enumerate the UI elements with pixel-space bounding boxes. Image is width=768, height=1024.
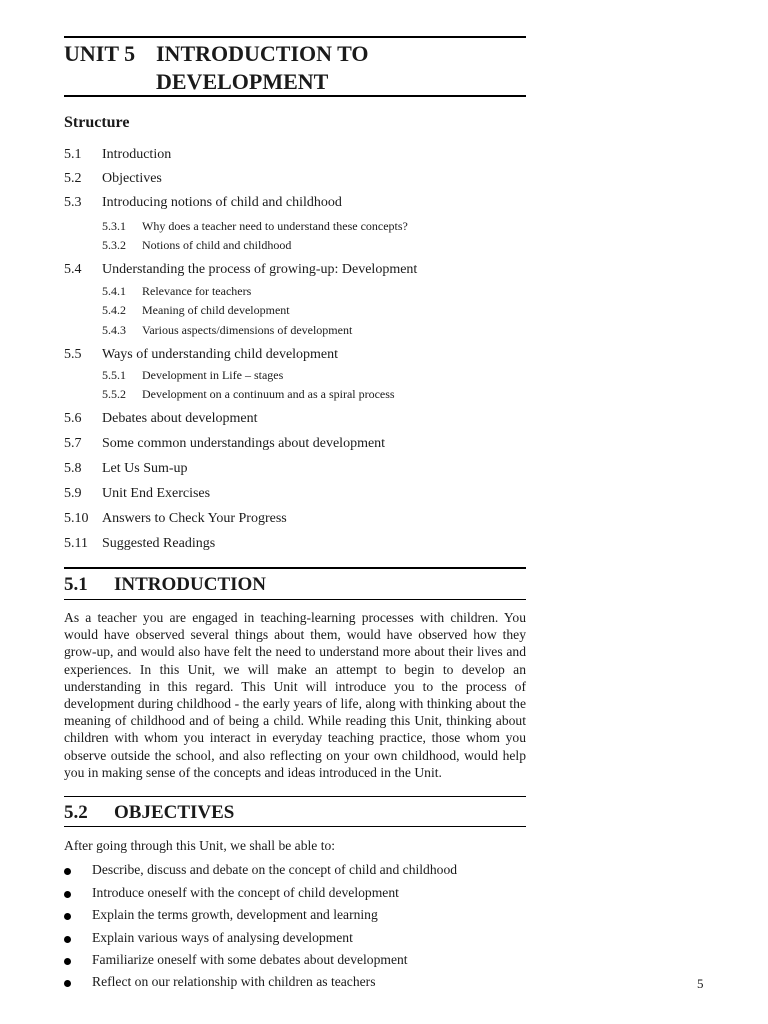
toc-subtitle: Why does a teacher need to understand these concepts? — [142, 219, 408, 233]
toc-title: Suggested Readings — [102, 536, 216, 551]
toc-number: 5.7 — [64, 436, 82, 451]
toc-title: Unit End Exercises — [102, 486, 211, 501]
toc-subtitle: Development in Life – stages — [142, 368, 284, 382]
section-number: 5.2 — [64, 802, 88, 823]
toc-number: 5.8 — [64, 461, 82, 476]
toc-number: 5.6 — [64, 411, 82, 426]
section-title: OBJECTIVES — [114, 802, 235, 823]
unit-title-line-1: INTRODUCTION TO — [156, 41, 369, 66]
toc-number: 5.3 — [64, 195, 82, 210]
toc-title: Ways of understanding child development — [102, 347, 339, 362]
toc-title: Introduction — [102, 147, 172, 162]
toc-subtitle: Notions of child and childhood — [142, 238, 292, 252]
toc-number: 5.11 — [64, 536, 88, 551]
toc-title: Objectives — [102, 171, 162, 186]
toc-subtitle: Various aspects/dimensions of development — [142, 323, 353, 337]
intro-top-rule — [64, 567, 526, 569]
toc-subtitle: Development on a continuum and as a spiral process — [142, 387, 395, 401]
toc-title: Answers to Check Your Progress — [102, 511, 287, 526]
objectives-bottom-rule — [64, 826, 526, 827]
section-title: INTRODUCTION — [114, 574, 267, 595]
intro-paragraph: As a teacher you are engaged in teaching-learning processes with children. You would have observed several things about them, would have observed how they grow-up, and would also have felt the need to understand more about their lives and experiences. In this Unit, we will make an attempt to begin to develop an understanding in this regard. This Unit will introduce you to the process of development during childhood - the early years of life, along with thinking about the meaning of childhood and of being a child. While reading this Unit, thinking about children with whom you interact in everyday teaching practice, those whom you observe outside the school, and also reflecting on your own childhood, would help you in making sense of the concepts and ideas introduced in the Unit. — [64, 610, 526, 780]
toc-subnumber: 5.3.2 — [102, 238, 126, 252]
toc-number: 5.9 — [64, 486, 82, 501]
unit-number: UNIT 5 — [64, 41, 136, 66]
list-item-text: Explain various ways of analysing development — [92, 930, 353, 945]
unit-title-line-2: DEVELOPMENT — [156, 69, 329, 94]
top-rule — [64, 36, 526, 38]
toc-title: Some common understandings about development — [102, 436, 386, 451]
bullet-icon — [64, 868, 71, 875]
page-number: 5 — [697, 976, 704, 991]
toc-subnumber: 5.4.3 — [102, 323, 126, 337]
toc-number: 5.4 — [64, 262, 82, 277]
toc-subtitle: Relevance for teachers — [142, 284, 252, 298]
toc-title: Introducing notions of child and childhood — [102, 195, 342, 210]
bullet-icon — [64, 958, 71, 965]
objectives-top-rule — [64, 796, 526, 797]
list-item-text: Familiarize oneself with some debates about development — [92, 952, 408, 967]
toc-title: Understanding the process of growing-up: Development — [102, 262, 418, 277]
toc-number: 5.5 — [64, 347, 82, 362]
toc-subnumber: 5.4.1 — [102, 284, 126, 298]
toc-subnumber: 5.4.2 — [102, 303, 126, 317]
toc-number: 5.10 — [64, 511, 89, 526]
toc-title: Let Us Sum-up — [102, 461, 188, 476]
toc-number: 5.2 — [64, 171, 82, 186]
list-item-text: Introduce oneself with the concept of child development — [92, 885, 399, 900]
list-item-text: Describe, discuss and debate on the concept of child and childhood — [92, 862, 458, 877]
toc-number: 5.1 — [64, 147, 82, 162]
title-bottom-rule — [64, 95, 526, 97]
toc-subnumber: 5.3.1 — [102, 219, 126, 233]
list-item-text: Reflect on our relationship with children as teachers — [92, 974, 376, 989]
bullet-icon — [64, 913, 71, 920]
bullet-icon — [64, 980, 71, 987]
objectives-lead: After going through this Unit, we shall be able to: — [64, 838, 336, 853]
unit-title-text — [156, 40, 536, 96]
bullet-icon — [64, 891, 71, 898]
structure-heading: Structure — [64, 114, 130, 131]
intro-bottom-rule — [64, 599, 526, 600]
toc-title: Debates about development — [102, 411, 258, 426]
toc-subnumber: 5.5.1 — [102, 368, 126, 382]
list-item-text: Explain the terms growth, development and learning — [92, 907, 378, 922]
section-number: 5.1 — [64, 574, 88, 595]
toc-subnumber: 5.5.2 — [102, 387, 126, 401]
toc-subtitle: Meaning of child development — [142, 303, 290, 317]
bullet-icon — [64, 936, 71, 943]
